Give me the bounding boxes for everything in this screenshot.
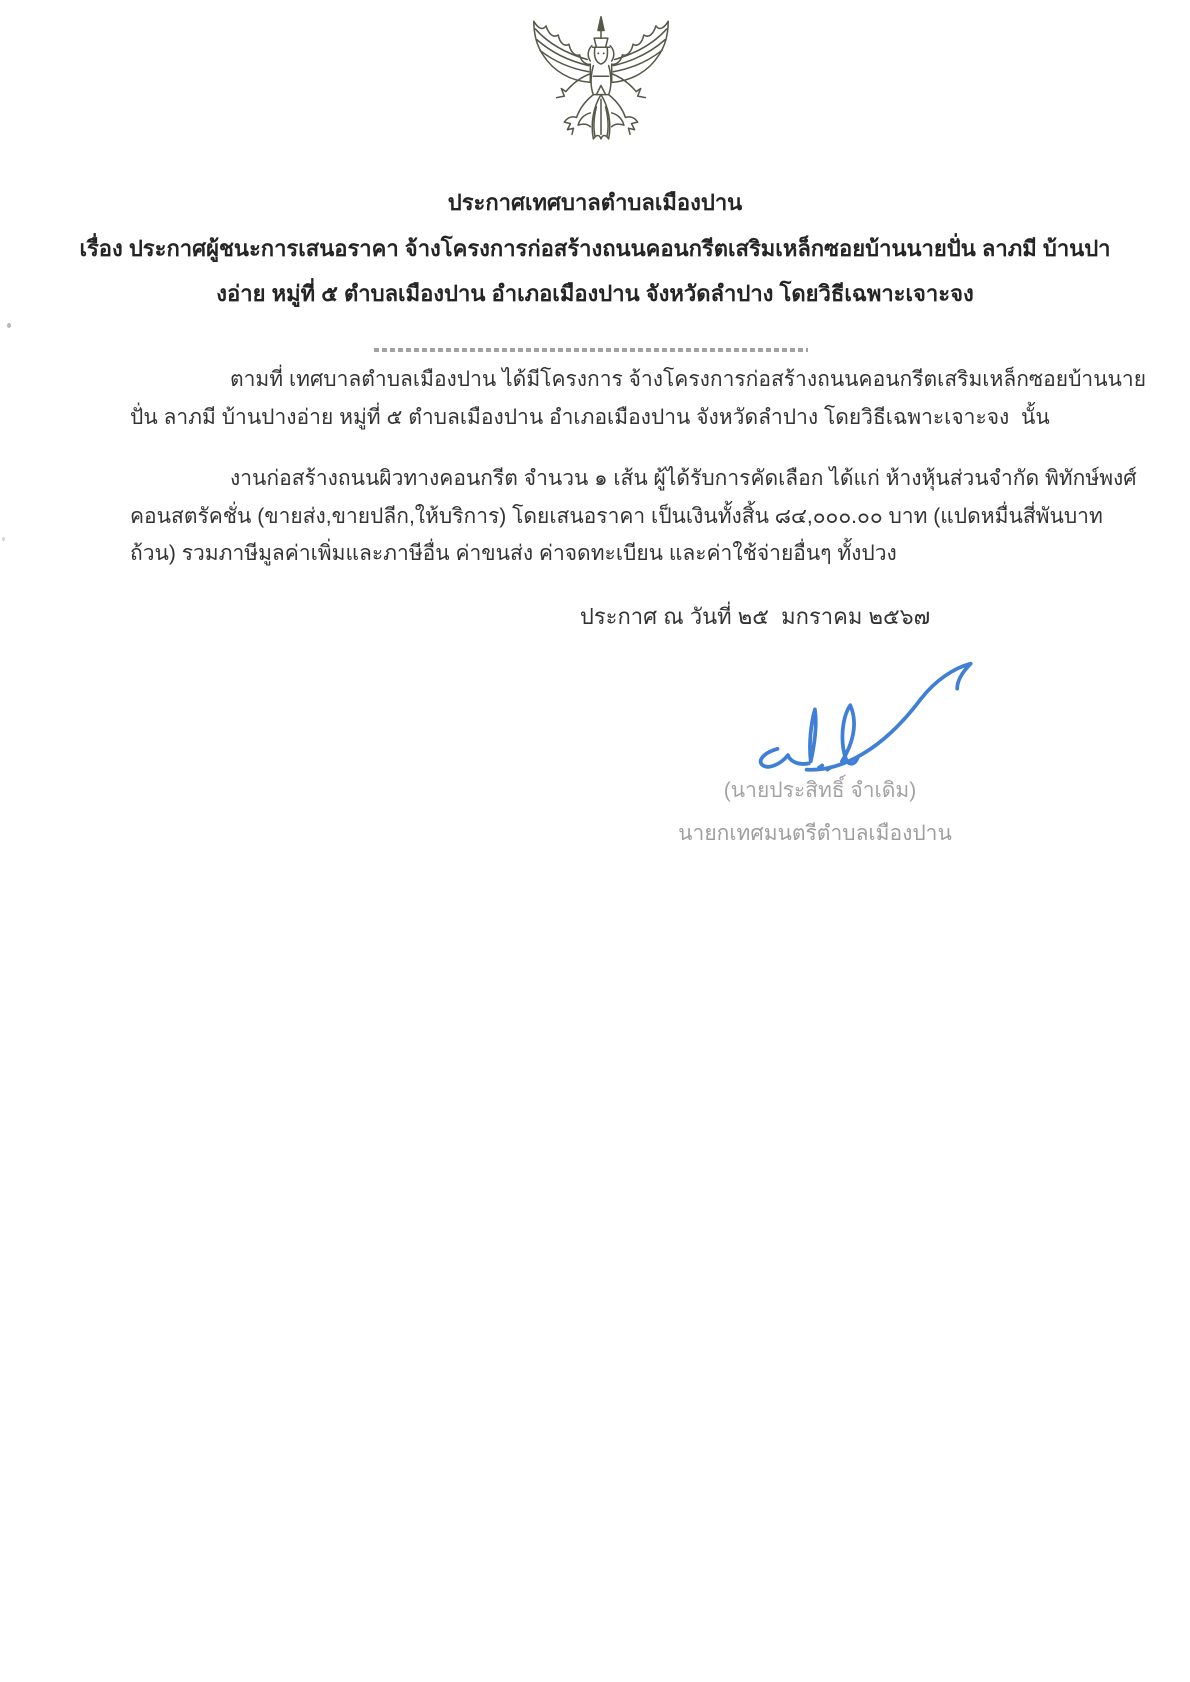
paragraph-1-line-1: ตามที่ เทศบาลตำบลเมืองปาน ได้มีโครงการ จ้างโครงการก่อสร้างถนนคอนกรีตเสริมเหล็กซอยบ้านนาย <box>230 368 1147 391</box>
paragraph-2-line-3: ถ้วน) รวมภาษีมูลค่าเพิ่มและภาษีอื่น ค่าขนส่ง ค่าจดทะเบียน และค่าใช้จ่ายอื่นๆ ทั้งปวง <box>130 542 897 565</box>
paragraph-1 <box>130 361 1147 436</box>
signer-title: นายกเทศมนตรีตำบลเมืองปาน <box>678 822 952 845</box>
dashed-divider <box>374 348 808 352</box>
paragraph-2-line-2: คอนสตรัคชั่น (ขายส่ง,ขายปลีก,ให้บริการ) โดยเสนอราคา เป็นเงินทั้งสิ้น ๘๔,๐๐๐.๐๐ บาท (แปดหมื่นสี่พันบาท <box>130 504 1103 528</box>
signer-name: (นายประสิทธิ์ จำเดิม) <box>723 779 917 802</box>
paragraph-2-line-1: งานก่อสร้างถนนผิวทางคอนกรีต จำนวน ๑ เส้น ผู้ได้รับการคัดเลือก ได้แก่ ห้างหุ้นส่วนจำกัด พิทักษ์พงศ์ <box>230 467 1137 490</box>
garuda-emblem-icon <box>517 12 685 170</box>
signature-image <box>746 645 996 785</box>
announcement-date: ประกาศ ณ วันที่ ๒๕ มกราคม ๒๕๖๗ <box>579 604 931 629</box>
scan-artifact-speck <box>7 323 11 328</box>
subject-line-2: งอ่าย หมู่ที่ ๕ ตำบลเมืองปาน อำเภอเมืองปาน จังหวัดลำปาง โดยวิธีเฉพาะเจาะจง <box>216 281 974 306</box>
subject-line-1: เรื่อง ประกาศผู้ชนะการเสนอราคา จ้างโครงการก่อสร้างถนนคอนกรีตเสริมเหล็กซอยบ้านนายปั่น ลาภมี บ้านปา <box>79 236 1111 261</box>
paragraph-1-line-2: ปั่น ลาภมี บ้านปางอ่าย หมู่ที่ ๕ ตำบลเมืองปาน อำเภอเมืองปาน จังหวัดลำปาง โดยวิธีเฉพาะเจาะจง นั้น <box>130 405 1050 429</box>
page-title: ประกาศเทศบาลตำบลเมืองปาน <box>447 190 743 215</box>
subject-heading <box>0 226 1190 316</box>
scan-artifact-speck <box>2 537 5 541</box>
paragraph-2 <box>130 460 1137 573</box>
body-text <box>130 361 1147 573</box>
